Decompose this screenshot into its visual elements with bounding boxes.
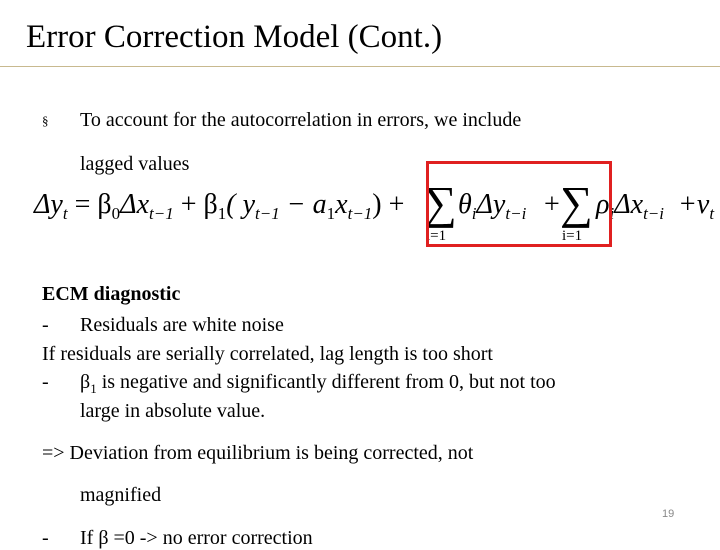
serial-correlation-line: If residuals are serially correlated, lag length is too short (42, 343, 493, 365)
residuals-line: Residuals are white noise (80, 314, 284, 336)
dash-marker: - (42, 371, 49, 393)
dash-marker: - (42, 314, 49, 336)
implication-line-1: => Deviation from equilibrium is being corrected, not (42, 442, 474, 464)
sum-term-1: $\theta_i\Delta y_{t-i}$ (458, 189, 527, 223)
slide-title: Error Correction Model (Cont.) (26, 19, 443, 55)
implication-line-2: magnified (80, 484, 162, 506)
beta-condition-line-1: $\beta_1$ is negative and significantly different from 0, but not too (80, 371, 556, 396)
cutoff-line: If β =0 -> no error correction (80, 527, 313, 549)
bullet-text-line-2: lagged values (80, 153, 190, 175)
sum-term-2: $\rho_i\Delta x_{t-i}$ (596, 189, 664, 223)
title-divider (0, 66, 720, 67)
equation-error-term: $+\nu_t$ (678, 189, 715, 223)
sum-lower-limit-2: i=1 (562, 228, 583, 244)
sum-lower-limit-1: i=1 (426, 228, 447, 244)
lagged-terms-highlight (426, 161, 612, 247)
bullet-text-line-1: To account for the autocorrelation in errors, we include (80, 109, 522, 131)
beta-condition-line-2: large in absolute value. (80, 400, 266, 422)
sum-symbol-2: ∑ (560, 177, 593, 228)
sum-symbol-1: ∑ (424, 177, 457, 228)
equation-lhs: $\Delta y_t = \beta_0\Delta x_{t-1} + \beta_1$( $y_{t-1} - a_1x_{t-1}$) + (34, 189, 405, 223)
equation-plus: + (544, 189, 560, 220)
bullet-marker: § (42, 113, 49, 128)
dash-marker: - (42, 527, 49, 549)
ecm-equation (34, 168, 720, 250)
ecm-diagnostic-heading: ECM diagnostic (42, 283, 181, 305)
page-number: 19 (662, 508, 675, 520)
